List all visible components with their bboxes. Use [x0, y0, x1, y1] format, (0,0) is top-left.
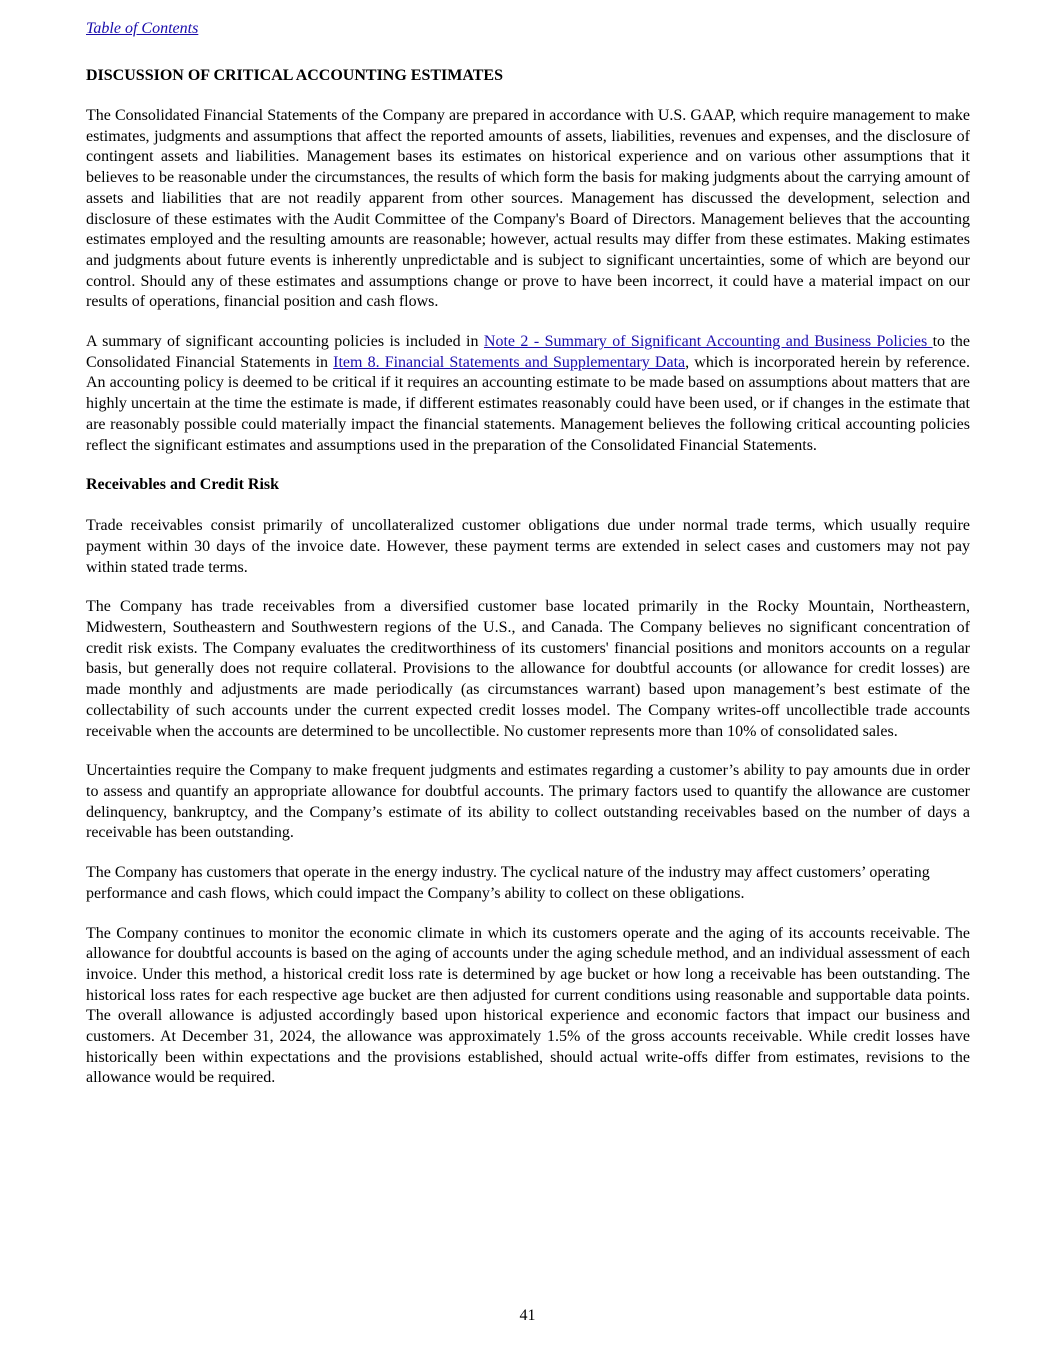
energy-industry-paragraph: The Company has customers that operate in the energy industry. The cyclical nature of the industry may affect customers’ operating performance and cash flows, which could impact the Company’s ability to collect on these obligations. — [86, 864, 930, 902]
item-8-link[interactable]: Item 8. Financial Statements and Supplementary Data — [333, 353, 686, 371]
estimates-paragraph: The Consolidated Financial Statements of the Company are prepared in accordance with U.S. GAAP, which require management to make estimates, judgments and assumptions that affect the reported amounts of assets, liabilities, revenues and expenses, and the disclosure of contingent assets and liabilities. Management bases its estimates on historical experience and on various other assumptions that it believes to be reasonable under the circumstances, the results of which form the basis for making judgments about the carrying amount of assets and liabilities that are not readily apparent from other sources. Management has discussed the development, selection and disclosure of these estimates with the Audit Committee of the Company's Board of Directors. Management believes that the accounting estimates employed and the resulting amounts are reasonable; however, actual results may differ from these estimates. Making estimates and judgments about future events is inherently unpredictable and is subject to significant uncertainties, some of which are beyond our control. Should any of these estimates and assumptions change or prove to have been incorrect, it could have a material impact on our results of operations, financial position and cash flows. — [86, 107, 970, 311]
policies-text-end: , which is incorporated herein by reference. An accounting policy is deemed to be critical if it requires an accounting estimate to be made based on assumptions about matters that are highly uncertain at the time the estimate is made, if different estimates reasonably could have been used, or if changes in the estimate that are reasonably possible could materially impact the financial statements. Management believes the following critical accounting policies reflect the significant estimates and assumptions used in the preparation of the Consolidated Financial Statements. — [86, 353, 970, 454]
page-number: 41 — [519, 1307, 536, 1324]
policies-text-start: A summary of significant accounting policies is included in — [86, 333, 484, 351]
customer-base-paragraph: The Company has trade receivables from a diversified customer base located primarily in the Rocky Mountain, Northeastern, Midwestern, Southeastern and Southwestern regions of the U.S., and Canada. The Company believes no significant concentration of credit risk exists. The Company evaluates the creditworthiness of its customers' financial positions and monitors accounts on a regular basis, but generally does not require collateral. Provisions to the allowance for doubtful accounts (or allowance for credit losses) are made monthly and adjustments are made periodically (as circumstances warrant) based upon management’s best estimate of the collectability of such accounts under the current expected credit losses model. The Company writes-off uncollectible trade accounts receivable when the accounts are determined to be uncollectible. No customer represents more than 10% of consolidated sales. — [86, 598, 970, 740]
allowance-paragraph: The Company continues to monitor the economic climate in which its customers operate and the aging of its accounts receivable. The allowance for doubtful accounts is based on the aging of accounts under the aging schedule method, and an individual assessment of each invoice. Under this method, a historical credit loss rate is determined by age bucket or how long a receivable has been outstanding. The historical loss rates for each respective age bucket are then adjusted for current conditions using reasonable and supportable data points. The overall allowance is adjusted accordingly based upon historical experience and economic factors that impact our business and customers. At December 31, 2024, the allowance was approximately 1.5% of the gross accounts receivable. While credit losses have historically been within expectations and the provisions established, should actual write-offs differ from estimates, revisions to the allowance would be required. — [86, 924, 970, 1087]
trade-receivables-paragraph: Trade receivables consist primarily of uncollateralized customer obligations due under normal trade terms, which usually require payment within 30 days of the invoice date. However, these payment terms are extended in select cases and customers may not pay within stated trade terms. — [86, 517, 970, 576]
table-of-contents-link[interactable]: Table of Contents — [86, 20, 199, 37]
policies-text-middle: to the Consolidated Financial Statements in — [86, 333, 970, 371]
uncertainties-paragraph: Uncertainties require the Company to make frequent judgments and estimates regarding a customer’s ability to pay amounts due in order to assess and quantify an appropriate allowance for doubtful accounts. The primary factors used to quantify the allowance are customer delinquency, bankruptcy, and the Company’s estimate of its ability to collect outstanding receivables based on the number of days a receivable has been outstanding. — [86, 762, 970, 842]
document-page — [86, 18, 970, 1089]
receivables-title: Receivables and Credit Risk — [86, 476, 280, 494]
section-title: DISCUSSION OF CRITICAL ACCOUNTING ESTIMATES — [86, 67, 503, 84]
policies-paragraph — [86, 332, 970, 456]
note-2-link[interactable]: Note 2 - Summary of Significant Accounting and Business Policies — [483, 333, 933, 351]
